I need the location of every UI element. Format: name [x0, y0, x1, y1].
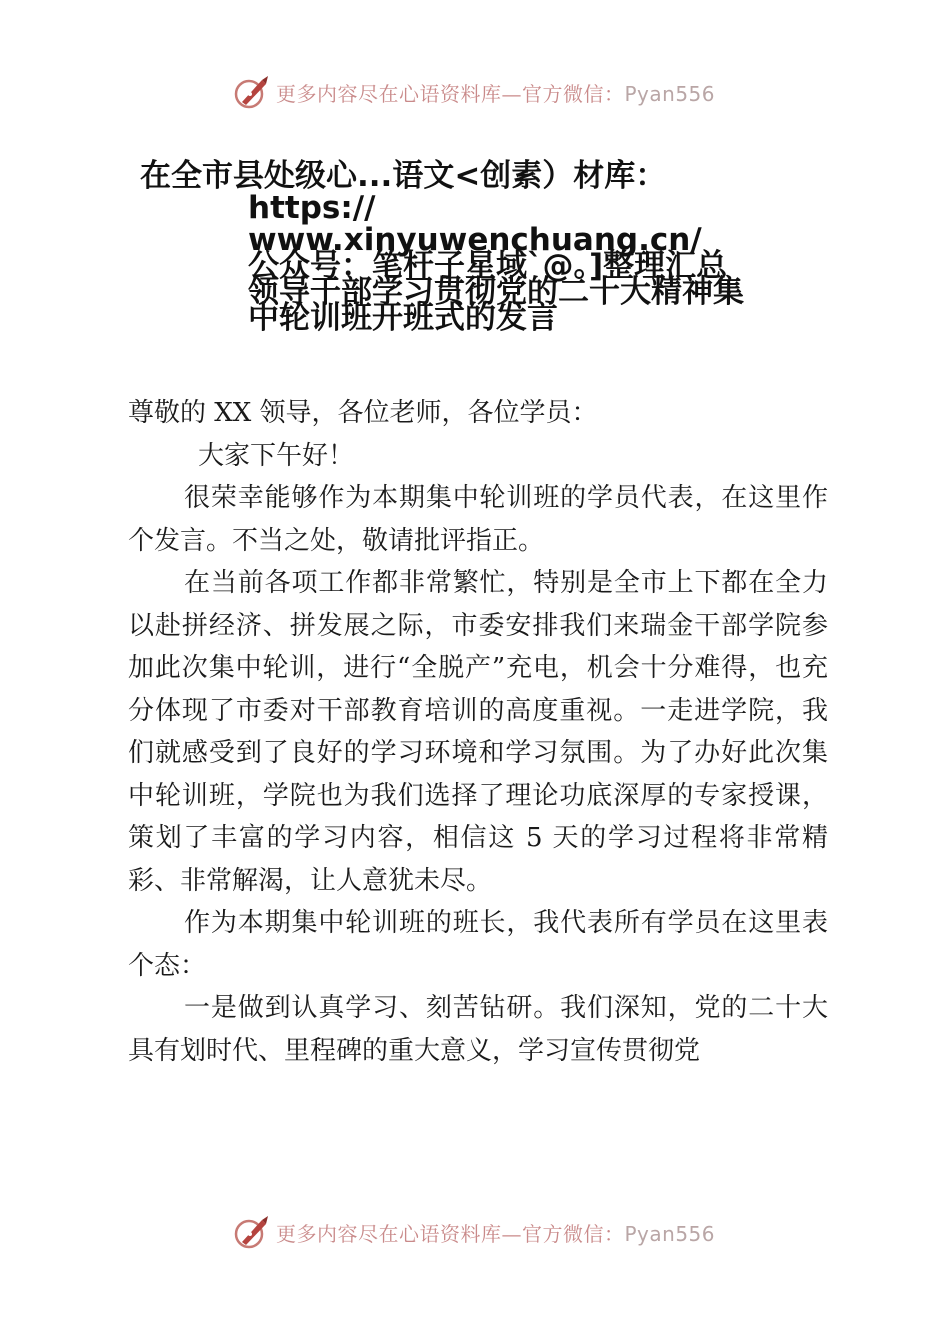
banner-wechat-id: Pyan556 [624, 81, 716, 106]
title-line-1: 在全市县处级心...语文<创素）材库： [140, 158, 667, 194]
banner-slogan: 更多内容尽在心语资料库—官方微信： [276, 81, 625, 106]
paragraph: 一是做到认真学习、刻苦钻研。我们深知，党的二十大具有划时代、里程碑的重大意义，学习宣传贯彻党 [128, 993, 828, 1066]
title-line-6: 中轮训班开班式的发言 [248, 300, 558, 336]
title-line-3: www.xinyuwenchuang.cn/ [248, 222, 702, 258]
header-banner [232, 70, 752, 114]
document-body [128, 392, 828, 1072]
pen-nib-logo-icon [232, 1212, 272, 1252]
banner-slogan: 更多内容尽在心语资料库—官方微信： [276, 1221, 625, 1246]
footer-banner [232, 1210, 752, 1254]
paragraph: 作为本期集中轮训班的班长，我代表所有学员在这里表个态： [128, 908, 828, 981]
paragraph: 在当前各项工作都非常繁忙，特别是全市上下都在全力以赴拼经济、拼发展之际，市委安排我们来瑞金干部学院参加此次集中轮训，进行“全脱产”充电，机会十分难得，也充分体现了市委对干部教育培训的高度重视。一走进学院，我们就感受到了良好的学习环境和学习氛围。为了办好此次集中轮训班，学院也为我们选择了理论功底深厚的专家授课，策划了丰富的学习内容，相信这 5 天的学习过程将非常精彩、非常解渴，让人意犹未尽。 [128, 568, 828, 896]
banner-text [276, 78, 715, 107]
banner-text [276, 1218, 715, 1247]
pen-nib-logo-icon [232, 72, 272, 112]
banner-wechat-id: Pyan556 [624, 1221, 716, 1246]
title-line-5: 领导干部学习贯彻党的二十大精神集 [248, 274, 744, 310]
document-title [140, 160, 840, 334]
greeting: 大家下午好！ [198, 440, 355, 471]
title-line-4: 公众号：笔杆子星域`@。]整理汇总 [248, 248, 728, 284]
title-line-2: https:// [248, 190, 376, 226]
salutation: 尊敬的 XX 领导，各位老师，各位学员： [128, 398, 598, 428]
paragraph: 很荣幸能够作为本期集中轮训班的学员代表，在这里作个发言。不当之处，敬请批评指正。 [128, 483, 828, 556]
